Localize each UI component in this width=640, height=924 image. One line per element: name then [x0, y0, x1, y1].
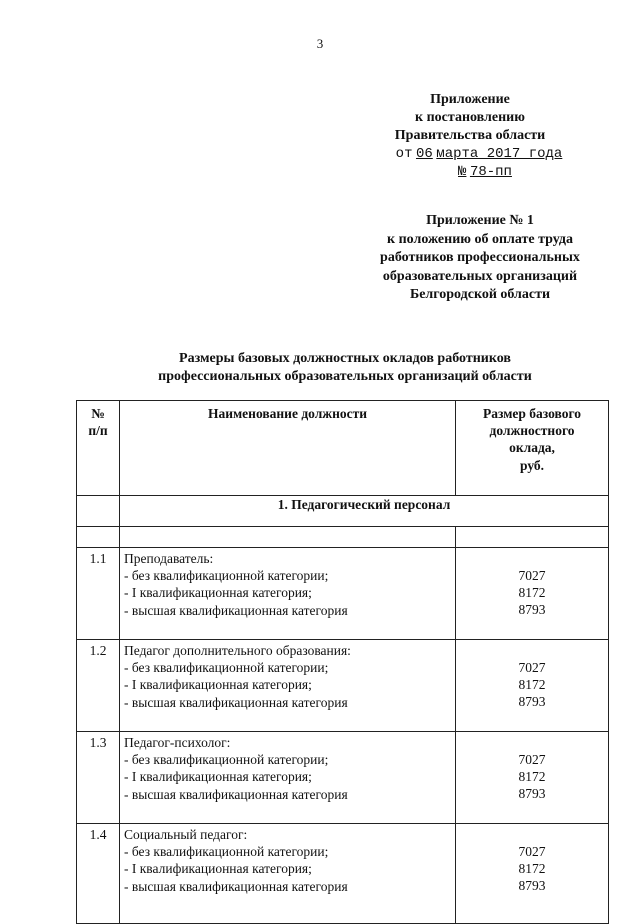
salary-table: [76, 400, 609, 924]
appendix1-line: Белгородской области: [409, 287, 551, 303]
header-num: [77, 401, 120, 496]
category: - I квалификационная категория;: [124, 585, 312, 601]
row-num: 1.1: [77, 548, 120, 640]
category: - без квалификационной категории;: [124, 752, 329, 768]
section-num-cell: [77, 496, 120, 527]
category: - высшая квалификационная категория: [124, 786, 348, 802]
category: - высшая квалификационная категория: [124, 694, 348, 710]
row-salary: [456, 732, 609, 824]
salary-value: 8793: [518, 694, 546, 710]
row-num: 1.4: [77, 824, 120, 924]
gap-cell: [77, 527, 120, 548]
decree-date: [378, 145, 580, 163]
salary-value: 7027: [518, 568, 546, 583]
position-title: Педагог дополнительного образования:: [124, 643, 351, 658]
appendix-header: [360, 91, 580, 181]
table-header-row: [77, 401, 609, 496]
position-title: Социальный педагог:: [124, 827, 248, 842]
appendix1-line: работников профессиональных: [380, 250, 580, 266]
row-position: [120, 548, 456, 640]
title-line: Размеры базовых должностных окладов работников: [179, 351, 511, 366]
date-prefix: от: [395, 146, 413, 162]
table-row: [77, 732, 609, 824]
header-num-line: №: [91, 406, 105, 421]
category: - без квалификационной категории;: [124, 844, 329, 860]
table-row: [77, 824, 609, 924]
date-month-year: марта 2017 года: [436, 146, 563, 162]
row-salary: [456, 548, 609, 640]
header-salary-line: оклада,: [509, 440, 555, 456]
row-position: [120, 824, 456, 924]
header-position: Наименование должности: [120, 401, 456, 496]
category: - I квалификационная категория;: [124, 861, 312, 877]
position-title: Педагог-психолог:: [124, 735, 231, 750]
gap-cell: [120, 527, 456, 548]
number-value: 78-пп: [469, 164, 512, 180]
page-number: 3: [316, 36, 324, 51]
appendix-line: к постановлению: [415, 110, 525, 125]
appendix-line: Приложение: [430, 92, 510, 107]
appendix1-header: [350, 212, 610, 305]
appendix1-line: к положению об оплате труда: [387, 231, 573, 247]
header-salary-line: руб.: [519, 457, 545, 473]
table-row: [77, 640, 609, 732]
salary-value: 8172: [518, 861, 546, 877]
header-num-line: п/п: [88, 423, 108, 439]
row-num: 1.3: [77, 732, 120, 824]
salary-value: 8793: [518, 602, 546, 618]
category: - высшая квалификационная категория: [124, 602, 348, 618]
number-prefix: №: [458, 164, 467, 180]
salary-value: 8793: [518, 786, 546, 802]
salary-value: 7027: [518, 660, 546, 675]
header-salary-line: Размер базового: [482, 406, 582, 421]
row-position: [120, 640, 456, 732]
date-day: 06: [415, 146, 433, 162]
table-row: [77, 548, 609, 640]
section-row: [77, 496, 609, 527]
salary-value: 8172: [518, 677, 546, 693]
salary-value: 7027: [518, 844, 546, 859]
salary-value: 8793: [518, 878, 546, 894]
decree-number: [390, 163, 580, 181]
gap-cell: [456, 527, 609, 548]
section-title: 1. Педагогический персонал: [120, 496, 609, 527]
category: - без квалификационной категории;: [124, 568, 329, 584]
category: - высшая квалификационная категория: [124, 878, 348, 894]
category: - I квалификационная категория;: [124, 677, 312, 693]
category: - I квалификационная категория;: [124, 769, 312, 785]
document-title: [80, 350, 610, 386]
gap-row: [77, 527, 609, 548]
category: - без квалификационной категории;: [124, 660, 329, 676]
appendix1-line: образовательных организаций: [382, 268, 578, 284]
row-salary: [456, 824, 609, 924]
salary-value: 8172: [518, 585, 546, 601]
appendix1-line: Приложение № 1: [426, 213, 534, 228]
salary-value: 8172: [518, 769, 546, 785]
title-line: профессиональных образовательных организаций области: [158, 369, 532, 384]
position-title: Преподаватель:: [124, 551, 214, 566]
row-num: 1.2: [77, 640, 120, 732]
row-position: [120, 732, 456, 824]
salary-value: 7027: [518, 752, 546, 767]
header-salary-line: должностного: [489, 423, 575, 439]
header-salary: [456, 401, 609, 496]
appendix-line: Правительства области: [394, 128, 546, 143]
row-salary: [456, 640, 609, 732]
